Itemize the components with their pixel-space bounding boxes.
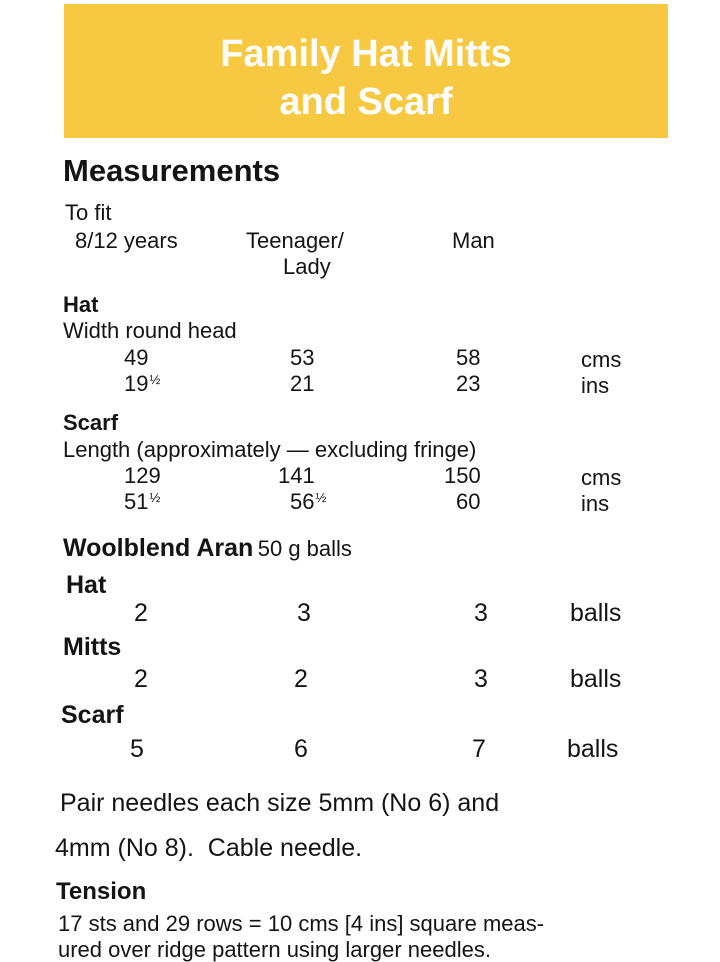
hat-cms-child: 49: [124, 345, 149, 370]
tension-heading: Tension: [56, 878, 147, 905]
scarf-cms-man: 150: [444, 463, 481, 488]
scarf-cms-child: 129: [124, 463, 161, 488]
size-teen-line2: Lady: [283, 254, 331, 279]
yarn-brand: Woolblend Aran: [63, 534, 254, 562]
yarn-scarf-man: 7: [472, 735, 486, 763]
yarn-hat-man: 3: [474, 599, 488, 627]
yarn-hat-heading: Hat: [66, 571, 107, 599]
yarn-mitts-child: 2: [134, 665, 148, 693]
hat-heading: Hat: [63, 292, 99, 317]
yarn-hat-teen: 3: [297, 599, 311, 627]
yarn-mitts-man: 3: [474, 665, 488, 693]
yarn-mitts-teen: 2: [294, 665, 308, 693]
scarf-ins-unit: ins: [581, 491, 610, 516]
yarn-hat-child: 2: [134, 599, 148, 627]
scarf-ins-teen: 56½: [290, 489, 327, 514]
scarf-ins-man: 60: [456, 489, 481, 514]
hat-cms-teen: 53: [290, 345, 315, 370]
scarf-ins-child: 51½: [124, 489, 161, 514]
needles-line-1: Pair needles each size 5mm (No 6) and: [60, 789, 500, 817]
scarf-label: Length (approximately — excluding fringe): [63, 437, 477, 462]
hat-ins-child-fraction: ½: [149, 372, 161, 387]
hat-cms-man: 58: [456, 345, 481, 370]
yarn-line: [63, 536, 352, 561]
yarn-scarf-heading: Scarf: [61, 701, 124, 729]
hat-ins-teen: 21: [290, 371, 315, 396]
size-man: Man: [452, 228, 495, 253]
size-teen-line1: Teenager/: [246, 228, 344, 253]
yarn-ball-info: 50 g balls: [257, 536, 352, 561]
yarn-mitts-unit: balls: [570, 665, 622, 693]
title-line-1: Family Hat Mitts: [220, 33, 512, 75]
hat-ins-man: 23: [456, 371, 481, 396]
scarf-cms-unit: cms: [581, 465, 622, 490]
yarn-scarf-unit: balls: [567, 735, 619, 763]
size-child: 8/12 years: [75, 228, 178, 253]
tension-line-2: ured over ridge pattern using larger needles.: [58, 937, 491, 962]
hat-cms-unit: cms: [581, 347, 622, 372]
to-fit-label: To fit: [65, 200, 112, 225]
title-line-2: and Scarf: [279, 81, 453, 123]
scarf-heading: Scarf: [63, 410, 119, 435]
scarf-ins-teen-fraction: ½: [315, 490, 327, 505]
scarf-cms-teen: 141: [278, 463, 315, 488]
yarn-scarf-teen: 6: [294, 735, 308, 763]
measurements-heading: Measurements: [63, 153, 281, 188]
yarn-mitts-heading: Mitts: [63, 633, 122, 661]
scarf-ins-child-fraction: ½: [149, 490, 161, 505]
yarn-hat-unit: balls: [570, 599, 622, 627]
hat-label: Width round head: [63, 318, 237, 343]
needles-line-2: 4mm (No 8). Cable needle.: [55, 834, 363, 862]
yarn-scarf-child: 5: [130, 735, 144, 763]
hat-ins-child: 19½: [124, 371, 161, 396]
tension-line-1: 17 sts and 29 rows = 10 cms [4 ins] square meas-: [58, 911, 545, 936]
hat-ins-unit: ins: [581, 373, 610, 398]
title-banner: [64, 4, 668, 138]
